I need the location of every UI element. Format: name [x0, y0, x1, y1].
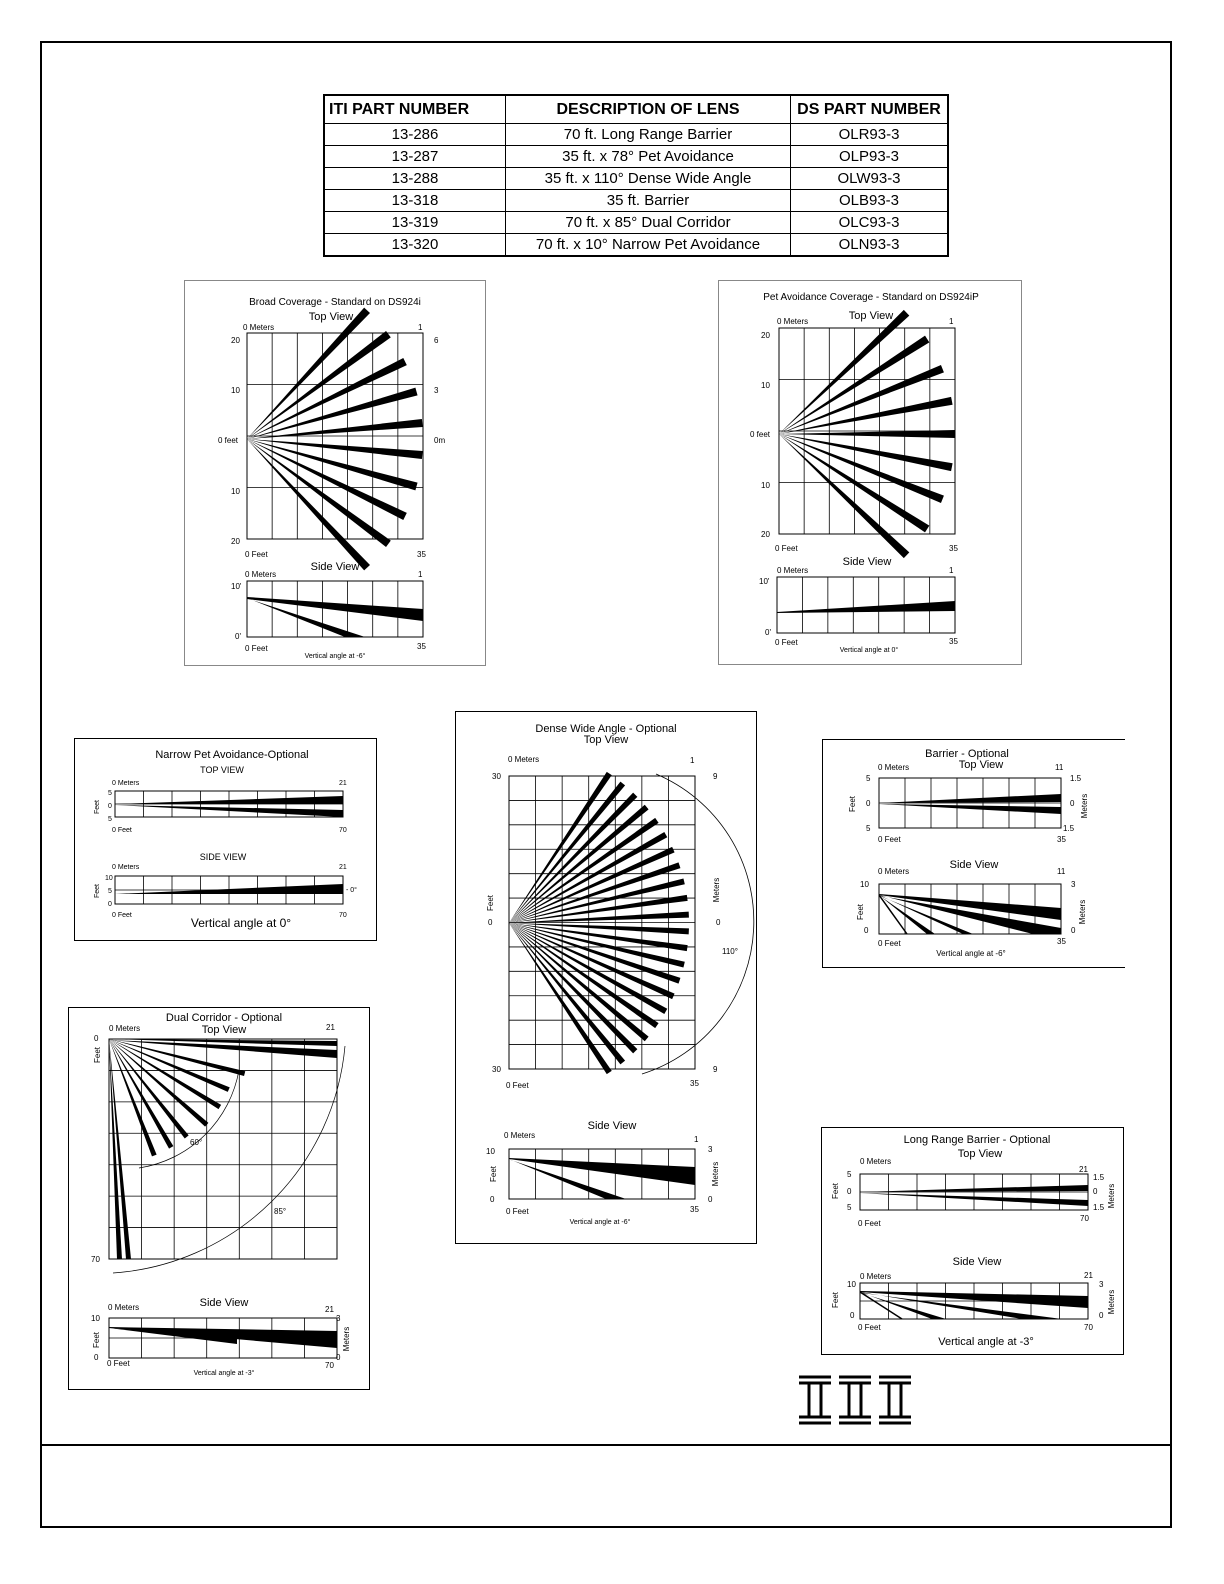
- ds-part-cell: OLC93-3: [791, 212, 949, 234]
- feet-end-label: 70: [339, 827, 347, 834]
- top-view-grid: [509, 776, 695, 1069]
- right-label-zero: 0m: [434, 436, 446, 445]
- side-feet-end-label: 35: [417, 642, 426, 651]
- grid-frame: [109, 1039, 337, 1259]
- side-y-bottom: 0: [94, 1353, 99, 1362]
- side-right-top: 3: [708, 1145, 713, 1154]
- feet-end-label: 35: [417, 550, 426, 559]
- detection-beam: [509, 793, 637, 923]
- meters-axis-label: Meters: [1080, 793, 1089, 819]
- feet-end-label: 35: [949, 544, 958, 553]
- top-view-beams: [779, 310, 955, 558]
- meters-axis-label: Meters: [1107, 1183, 1116, 1209]
- feet-end-label: 70: [1080, 1214, 1089, 1223]
- top-view-beam: [109, 1040, 122, 1259]
- meters-end-label: 1: [949, 317, 954, 326]
- column-header-description: DESCRIPTION OF LENS: [506, 95, 791, 124]
- detection-beam: [247, 331, 391, 439]
- y-label-mid-down: 10: [231, 487, 240, 496]
- detection-beam: [779, 397, 953, 434]
- side-meters-end-label: 1: [694, 1135, 699, 1144]
- detection-beam: [509, 923, 637, 1053]
- side-meters-end-label: 1: [418, 570, 423, 579]
- ds-part-cell: OLR93-3: [791, 124, 949, 146]
- side-view-title: Side View: [842, 556, 892, 568]
- detection-beam: [247, 439, 391, 547]
- side-right-bottom: 0: [1071, 926, 1076, 935]
- iti-logo: [797, 1373, 917, 1427]
- right-label-bottom: 1.5: [1093, 1203, 1105, 1212]
- table-row: [324, 168, 948, 190]
- y-label-zero: 0: [488, 918, 493, 927]
- table-row: [324, 190, 948, 212]
- side-view-title: Side View: [949, 859, 999, 871]
- feet-axis-label: Feet: [486, 894, 495, 912]
- broad-coverage-svg: [185, 281, 487, 667]
- y-label-mid-up: 10: [231, 386, 240, 395]
- barrier-svg: [823, 740, 1126, 969]
- long-range-barrier-diagram: [821, 1127, 1124, 1355]
- dense-wide-angle-diagram: [455, 711, 757, 1244]
- y-label-bottom: 5: [108, 816, 112, 823]
- side-view-beam: [777, 601, 955, 613]
- y-label-zero: 0 feet: [218, 436, 239, 445]
- detection-beam: [109, 1039, 221, 1109]
- y-label-mid-down: 10: [761, 481, 770, 490]
- iti-part-cell: 13-286: [324, 124, 506, 146]
- detection-beam: [247, 439, 423, 459]
- description-cell: 70 ft. x 10° Narrow Pet Avoidance: [506, 234, 791, 257]
- meters-label: 0 Meters: [508, 755, 540, 764]
- top-view-title: Top View: [201, 1024, 247, 1036]
- top-view-title: Top View: [308, 311, 354, 323]
- side-feet-label: 0 Feet: [245, 644, 268, 653]
- side-caption: Vertical angle at -6°: [569, 1219, 631, 1226]
- side-meters-label: 0 Meters: [112, 864, 140, 871]
- right-label-mid: 3: [434, 386, 439, 395]
- footer-divider: [40, 1444, 1172, 1446]
- y-label-zero: 0: [94, 1034, 99, 1043]
- feet-axis-label: Feet: [94, 799, 101, 815]
- meters-end-label: 1: [418, 323, 423, 332]
- right-label-bottom: 9: [713, 1065, 718, 1074]
- side-feet-end-label: 70: [325, 1361, 334, 1370]
- inner-angle-label: 60°: [190, 1138, 203, 1147]
- y-label-zero: 0: [108, 803, 112, 810]
- side-feet-axis-label: Feet: [92, 1331, 101, 1349]
- side-y-bottom: 0': [765, 628, 771, 637]
- side-right-top: 3: [336, 1314, 341, 1323]
- side-caption: Vertical angle at 0°: [839, 647, 899, 654]
- outer-coverage-arc: [113, 1046, 345, 1273]
- right-label-zero: 0: [1070, 799, 1075, 808]
- table-row: [324, 124, 948, 146]
- feet-end-label: 35: [1057, 835, 1066, 844]
- side-meters-end-label: 21: [1084, 1271, 1093, 1280]
- side-view-title: SIDE VIEW: [199, 852, 247, 862]
- side-meters-label: 0 Meters: [245, 570, 277, 579]
- meters-label: 0 Meters: [878, 763, 910, 772]
- table-row: [324, 212, 948, 234]
- side-y-bottom: 0: [108, 901, 112, 908]
- meters-end-label: 11: [1055, 763, 1064, 772]
- side-y-top: 10: [847, 1280, 856, 1289]
- side-right-bottom: 0: [336, 1353, 341, 1362]
- side-meters-end-label: 21: [325, 1305, 334, 1314]
- right-label-top: 9: [713, 772, 718, 781]
- y-label-top: 20: [761, 331, 770, 340]
- description-cell: 35 ft. x 78° Pet Avoidance: [506, 146, 791, 168]
- meters-label: 0 Meters: [777, 317, 809, 326]
- feet-label: 0 Feet: [858, 1219, 881, 1228]
- y-label-zero: 0 feet: [750, 430, 771, 439]
- side-feet-axis-label: Feet: [94, 883, 101, 899]
- y-label-end: 70: [91, 1255, 100, 1264]
- right-label-top: 1.5: [1093, 1173, 1105, 1182]
- ds-part-cell: OLW93-3: [791, 168, 949, 190]
- side-view-title: Side View: [310, 561, 360, 573]
- feet-label: 0 Feet: [775, 544, 798, 553]
- side-view-title: Side View: [952, 1256, 1002, 1268]
- y-label-bottom: 20: [761, 530, 770, 539]
- description-cell: 70 ft. Long Range Barrier: [506, 124, 791, 146]
- lens-parts-table: [323, 94, 949, 257]
- y-label-top: 5: [866, 774, 871, 783]
- diagram-title: Barrier - Optional: [925, 748, 1009, 760]
- meters-end-label: 1: [690, 756, 695, 765]
- feet-label: 0 Feet: [506, 1081, 529, 1090]
- top-view-beams: [247, 308, 423, 571]
- detection-beam: [779, 434, 953, 471]
- side-y-bottom: 0': [235, 632, 241, 641]
- side-y-bottom: 0: [850, 1311, 855, 1320]
- meters-label: 0 Meters: [109, 1024, 141, 1033]
- side-caption: Vertical angle at -6°: [304, 653, 366, 660]
- side-y-mid: 5: [108, 888, 112, 895]
- side-right-top: 3: [1099, 1280, 1104, 1289]
- side-meters-end-label: 11: [1057, 867, 1066, 876]
- column-header-ds-part: DS PART NUMBER: [791, 95, 949, 124]
- angle-label: 110°: [722, 947, 738, 956]
- diagram-title: Dual Corridor - Optional: [165, 1012, 283, 1024]
- y-label-zero: 0: [866, 799, 871, 808]
- side-view-title: Side View: [199, 1297, 249, 1309]
- ds-part-cell: OLP93-3: [791, 146, 949, 168]
- side-feet-axis-label: Feet: [489, 1165, 498, 1183]
- side-caption: Vertical angle at -6°: [936, 949, 1006, 958]
- side-right-bottom: 0: [1099, 1311, 1104, 1320]
- top-view-grid: [860, 1174, 1088, 1210]
- table-row: [324, 146, 948, 168]
- feet-label: 0 Feet: [878, 835, 901, 844]
- narrow-pet-svg: [75, 739, 378, 942]
- meters-end-label: 21: [1079, 1165, 1088, 1174]
- side-right-top: 3: [1071, 880, 1076, 889]
- broad-coverage-diagram: [184, 280, 486, 666]
- side-meters-end-label: 21: [339, 864, 347, 871]
- side-y-bottom: 0: [490, 1195, 495, 1204]
- detection-beam: [779, 365, 944, 434]
- feet-label: 0 Feet: [245, 550, 268, 559]
- right-label-zero: 0: [716, 918, 721, 927]
- side-meters-axis-label: Meters: [1107, 1289, 1116, 1315]
- side-feet-axis-label: Feet: [831, 1291, 840, 1309]
- side-feet-label: 0 Feet: [107, 1359, 130, 1368]
- feet-axis-label: Feet: [93, 1046, 102, 1064]
- y-label-bottom: 5: [847, 1203, 852, 1212]
- iti-part-cell: 13-287: [324, 146, 506, 168]
- detection-beam: [509, 912, 689, 923]
- y-label-zero: 0: [847, 1187, 852, 1196]
- side-caption: Vertical angle at 0°: [190, 916, 292, 930]
- side-feet-end-label: 35: [949, 637, 958, 646]
- feet-label: 0 Feet: [112, 827, 132, 834]
- description-cell: 70 ft. x 85° Dual Corridor: [506, 212, 791, 234]
- detection-beam: [509, 923, 689, 934]
- side-feet-label: 0 Feet: [878, 939, 901, 948]
- ds-part-cell: OLB93-3: [791, 190, 949, 212]
- table-header-row: [324, 95, 948, 124]
- detection-beam: [779, 434, 909, 558]
- y-label-bottom: 5: [866, 824, 871, 833]
- top-view-beams: [509, 772, 689, 1074]
- dual-corridor-diagram: [68, 1007, 370, 1390]
- description-cell: 35 ft. x 110° Dense Wide Angle: [506, 168, 791, 190]
- top-view-grid: [109, 1039, 337, 1259]
- top-view-title: Top View: [958, 759, 1004, 771]
- top-view-short-beams: [109, 1039, 245, 1156]
- side-meters-label: 0 Meters: [860, 1272, 892, 1281]
- dual-corridor-svg: [69, 1008, 371, 1391]
- top-view-title: Top View: [583, 734, 629, 746]
- diagram-title: Dense Wide Angle - Optional: [535, 723, 677, 735]
- meters-label: 0 Meters: [243, 323, 275, 332]
- side-view-beam: [509, 1158, 695, 1185]
- side-right-bottom: 0: [708, 1195, 713, 1204]
- top-view-title: Top View: [848, 310, 894, 322]
- diagram-title: Long Range Barrier - Optional: [903, 1134, 1051, 1146]
- outer-angle-label: 85°: [274, 1207, 287, 1216]
- y-label-bottom: 20: [231, 537, 240, 546]
- diagram-title: Narrow Pet Avoidance-Optional: [155, 749, 309, 761]
- top-view-title: Top View: [957, 1148, 1003, 1160]
- side-y-top: 10: [860, 880, 869, 889]
- side-meters-end-label: 1: [949, 566, 954, 575]
- pet-avoidance-diagram: [718, 280, 1022, 665]
- meters-end-label: 21: [326, 1023, 335, 1032]
- side-meters-axis-label: Meters: [342, 1326, 351, 1352]
- y-label-top: 5: [108, 790, 112, 797]
- right-label-bottom: 1.5: [1063, 824, 1075, 833]
- side-angle-marker: - 0°: [346, 887, 357, 894]
- y-label-top: 5: [847, 1170, 852, 1179]
- side-view-title: Side View: [587, 1120, 637, 1132]
- detection-beam: [779, 434, 944, 503]
- right-label-top: 1.5: [1070, 774, 1082, 783]
- iti-part-cell: 13-288: [324, 168, 506, 190]
- iti-part-cell: 13-320: [324, 234, 506, 257]
- ds-part-cell: OLN93-3: [791, 234, 949, 257]
- detection-beam: [109, 1039, 189, 1138]
- side-y-top: 10: [486, 1147, 495, 1156]
- side-y-top: 10': [231, 582, 242, 591]
- coverage-arc: [642, 774, 754, 1074]
- diagram-title: Pet Avoidance Coverage - Standard on DS924iP: [763, 292, 979, 303]
- dense-wide-svg: [456, 712, 758, 1245]
- feet-end-label: 35: [690, 1079, 699, 1088]
- side-feet-end-label: 70: [1084, 1323, 1093, 1332]
- column-header-iti-part: ITI PART NUMBER: [324, 95, 506, 124]
- meters-label: 0 Meters: [860, 1157, 892, 1166]
- table-row: [324, 234, 948, 257]
- side-view-beam: [860, 1292, 902, 1319]
- side-caption: Vertical angle at -3°: [938, 1336, 1034, 1348]
- side-y-top: 10: [105, 875, 113, 882]
- side-meters-label: 0 Meters: [108, 1303, 140, 1312]
- iti-part-cell: 13-319: [324, 212, 506, 234]
- right-label-zero: 0: [1093, 1187, 1098, 1196]
- long-range-svg: [822, 1128, 1125, 1356]
- feet-axis-label: Feet: [831, 1182, 840, 1200]
- side-feet-end-label: 35: [1057, 937, 1066, 946]
- meters-end-label: 21: [339, 780, 347, 787]
- side-meters-axis-label: Meters: [1078, 899, 1087, 925]
- top-view-beam: [879, 804, 1061, 814]
- top-view-grid: [879, 778, 1061, 828]
- diagram-title: Broad Coverage - Standard on DS924i: [249, 297, 421, 308]
- y-label-top: 30: [492, 772, 501, 781]
- side-feet-label: 0 Feet: [112, 912, 132, 919]
- description-cell: 35 ft. Barrier: [506, 190, 791, 212]
- side-meters-axis-label: Meters: [711, 1161, 720, 1187]
- side-feet-label: 0 Feet: [858, 1323, 881, 1332]
- side-meters-label: 0 Meters: [878, 867, 910, 876]
- side-caption: Vertical angle at -3°: [193, 1370, 255, 1377]
- pet-avoidance-svg: [719, 281, 1023, 666]
- side-feet-end-label: 35: [690, 1205, 699, 1214]
- narrow-pet-avoidance-diagram: [74, 738, 377, 941]
- right-label-top: 6: [434, 336, 439, 345]
- y-label-top: 20: [231, 336, 240, 345]
- y-label-mid-up: 10: [761, 381, 770, 390]
- meters-axis-label: Meters: [712, 877, 721, 903]
- side-meters-label: 0 Meters: [504, 1131, 536, 1140]
- top-view-beam: [879, 794, 1061, 803]
- top-view-title: TOP VIEW: [200, 765, 244, 775]
- meters-label: 0 Meters: [112, 780, 140, 787]
- side-feet-end-label: 70: [339, 912, 347, 919]
- side-meters-label: 0 Meters: [777, 566, 809, 575]
- side-view-beam: [247, 597, 423, 621]
- y-label-bottom: 30: [492, 1065, 501, 1074]
- side-y-bottom: 0: [864, 926, 869, 935]
- barrier-diagram: [822, 739, 1125, 968]
- side-feet-label: 0 Feet: [506, 1207, 529, 1216]
- side-y-top: 10: [91, 1314, 100, 1323]
- feet-axis-label: Feet: [848, 795, 857, 813]
- iti-part-cell: 13-318: [324, 190, 506, 212]
- side-y-top: 10': [759, 577, 770, 586]
- side-feet-label: 0 Feet: [775, 638, 798, 647]
- side-feet-axis-label: Feet: [856, 903, 865, 921]
